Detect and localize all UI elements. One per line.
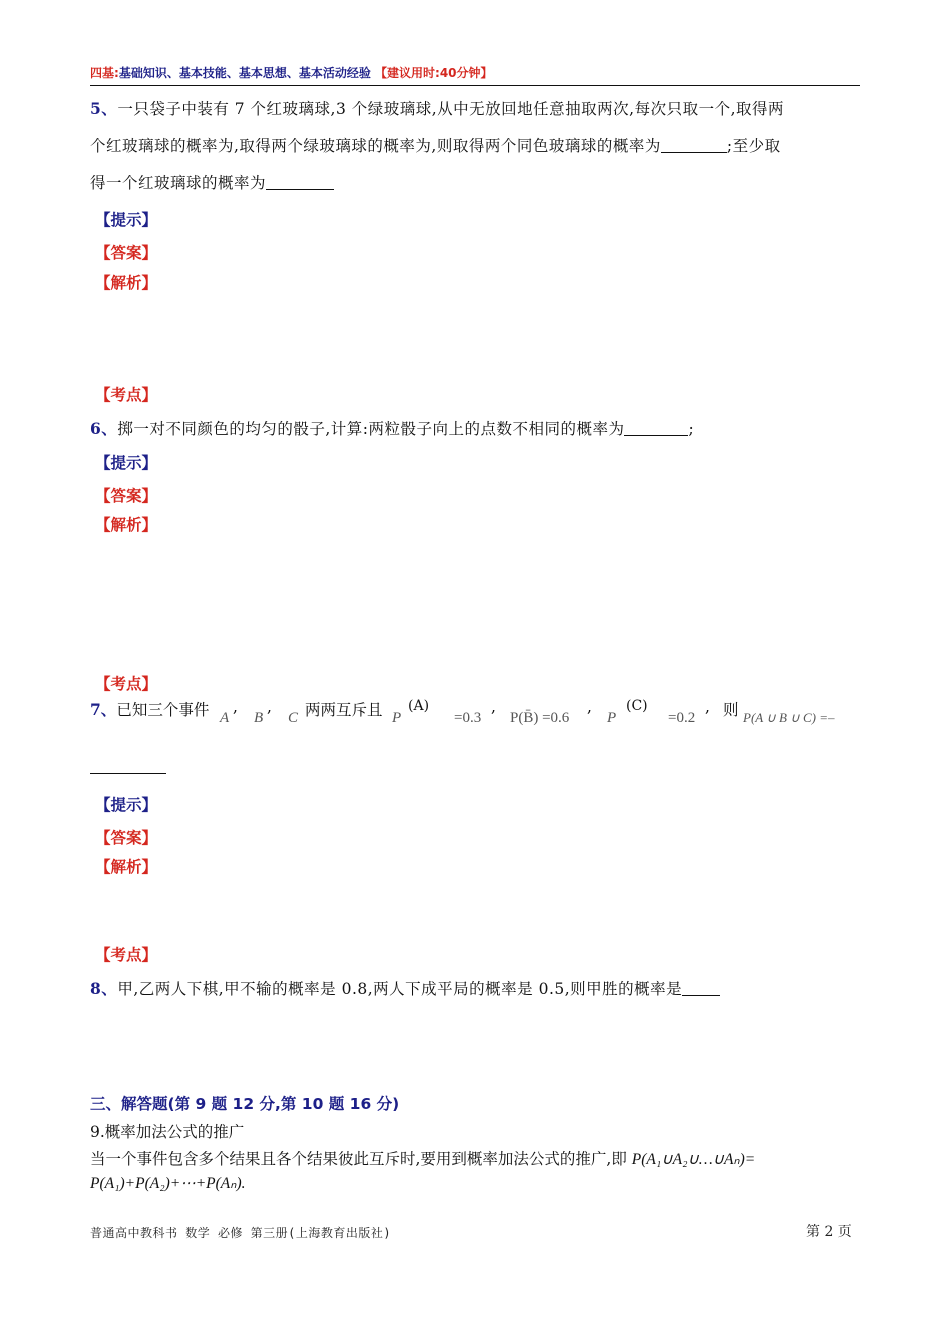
question-5 [90, 90, 865, 202]
q7-hint-text: 【提示】 [95, 796, 158, 814]
q7-pc: (C) [626, 698, 648, 714]
q8-blank[interactable] [682, 979, 720, 996]
q6-blank[interactable] [624, 419, 688, 436]
q9-line2 [90, 1174, 865, 1193]
q6-hint-label [95, 451, 157, 473]
q6-analysis-label: 【解析】 [95, 516, 158, 534]
footer-book-title: 普通高中教科书 数学 必修 第三册(上海教育出版社) [90, 1226, 392, 1240]
q7-then: 则 [723, 701, 739, 719]
q6-tail: ; [688, 420, 695, 438]
q9-title: 9.概率加法公式的推广 [90, 1123, 245, 1141]
q7-p-c: P [607, 710, 617, 726]
q5-topic-label: 【考点】 [95, 386, 158, 404]
q6-topic-label: 【考点】 [95, 675, 158, 693]
q7-hint-label [95, 793, 157, 815]
question-6 [90, 410, 865, 448]
q7-comma-3: , [491, 698, 496, 716]
q5-analysis-label: 【解析】 [95, 274, 158, 292]
q7-blank[interactable] [90, 773, 166, 774]
q7-pa: (A) [408, 698, 430, 714]
page-header [90, 64, 493, 81]
q7-sep: 、 [100, 700, 117, 719]
q6-hint-text: 【提示】 [95, 454, 158, 472]
question-8 [90, 970, 865, 1008]
q7-union-text: P(A ∪ B ∪ C) = [743, 710, 828, 725]
q7-value-1: =0.3 [454, 710, 482, 726]
q7-comma-5: , [705, 698, 710, 716]
q7-dash: ‒ [827, 710, 835, 725]
q5-blank-2[interactable] [266, 173, 334, 190]
q9-line1 [90, 1147, 865, 1169]
q7-text-2: 两两互斥且 [305, 701, 383, 719]
q5-line2a-text: 个红玻璃球的概率为,取得两个绿玻璃球的概率为,则取得两个同色玻璃球的概率为 [90, 137, 661, 155]
q7-text-1: 已知三个事件 [116, 701, 210, 719]
q7-topic-label: 【考点】 [95, 946, 158, 964]
q7-event-b: B [254, 710, 264, 726]
q7-union [743, 710, 834, 726]
q5-line3 [90, 165, 865, 202]
q5-line2 [90, 128, 865, 165]
q7-comma-2: , [267, 698, 272, 716]
q5-line1-text: 一只袋子中装有 7 个红玻璃球,3 个绿玻璃球,从中无放回地任意抽取两次,每次只取一个,取得两 [117, 100, 785, 118]
header-colon: : [114, 66, 119, 80]
q7-intro [90, 698, 209, 720]
q9-formula-2: P(A₁)+P(A₂)+⋯+P(Aₙ). [90, 1175, 246, 1192]
q7-number: 7 [90, 700, 101, 719]
q5-line2b-text: ;至少取 [726, 137, 781, 155]
section-3-title: 三、解答题(第 9 题 12 分,第 10 题 16 分) [90, 1095, 400, 1113]
footer-page-number: 第 2 页 [806, 1224, 852, 1240]
q5-sep: 、 [101, 99, 118, 118]
q9-line1-text: 当一个事件包含多个结果且各个结果彼此互斥时,要用到概率加法公式的推广,即 [90, 1150, 627, 1168]
q5-number: 5 [90, 99, 102, 118]
q8-number: 8 [90, 979, 102, 998]
q7-pb: P(B̄) =0.6 [510, 710, 570, 726]
question-7 [90, 698, 865, 738]
header-divider [90, 85, 860, 86]
q7-answer-label: 【答案】 [95, 829, 158, 847]
q5-blank-1[interactable] [661, 136, 727, 153]
q5-line1 [90, 90, 865, 128]
q6-number: 6 [90, 419, 102, 438]
q7-event-c: C [288, 710, 299, 726]
q7-value-3: =0.2 [668, 710, 696, 726]
q5-line3-text: 得一个红玻璃球的概率为 [90, 174, 267, 192]
q6-answer-label: 【答案】 [95, 487, 158, 505]
q5-hint-text: 【提示】 [95, 211, 158, 229]
q6-text: 掷一对不同颜色的均匀的骰子,计算:两粒骰子向上的点数不相同的概率为 [117, 420, 625, 438]
header-topics: 基础知识、基本技能、基本思想、基本活动经验 [118, 66, 371, 80]
q7-comma-1: , [233, 698, 238, 716]
q5-answer-label: 【答案】 [95, 244, 158, 262]
q6-sep: 、 [101, 419, 118, 438]
q9-formula-1: P(A₁∪A₂∪…∪Aₙ)= [631, 1151, 756, 1168]
header-time: 【建议用时:40分钟】 [375, 66, 493, 80]
q5-hint-label [95, 208, 157, 230]
q7-event-a: A [220, 710, 230, 726]
q7-analysis-label: 【解析】 [95, 858, 158, 876]
q7-comma-4: , [587, 698, 592, 716]
q8-sep: 、 [101, 979, 118, 998]
q8-text: 甲,乙两人下棋,甲不输的概率是 0.8,两人下成平局的概率是 0.5,则甲胜的概率是 [117, 980, 683, 998]
header-prefix: 四基 [90, 66, 115, 80]
q7-p-a: P [392, 710, 402, 726]
